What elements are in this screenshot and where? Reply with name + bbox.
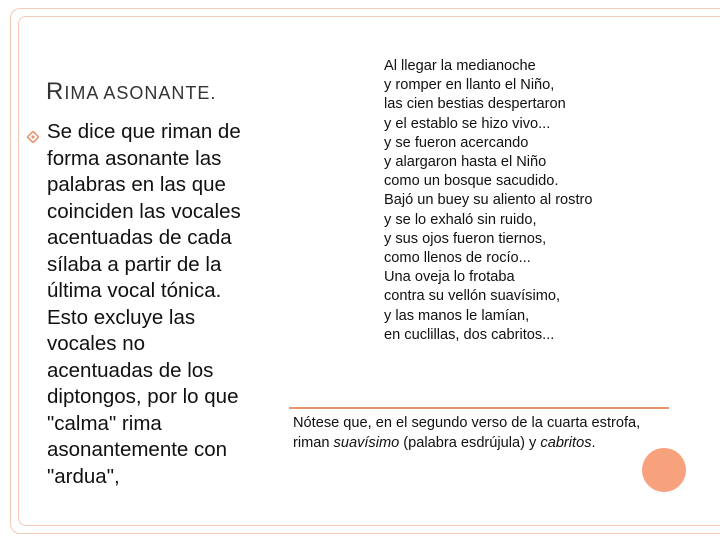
note-word-suavisimo: suavísimo xyxy=(333,434,400,451)
poem-line: las cien bestias despertaron xyxy=(384,96,566,113)
note-part3: . xyxy=(591,434,596,451)
decorative-orange-circle xyxy=(642,448,686,492)
poem-line: y alargaron hasta el Niño xyxy=(384,154,547,171)
poem-text xyxy=(384,57,593,345)
poem-line: como llenos de rocío... xyxy=(384,250,531,267)
poem-line: contra su vellón suavísimo, xyxy=(384,288,561,305)
poem-line: Bajó un buey su aliento al rostro xyxy=(384,192,593,209)
poem-line: y se fueron acercando xyxy=(384,134,529,151)
slide-title-rest: IMA ASONANTE. xyxy=(64,83,217,103)
note-text xyxy=(293,414,673,453)
definition-line: "calma" rima xyxy=(47,411,162,435)
poem-line: y las manos le lamían, xyxy=(384,307,530,324)
definition-line: palabras en las que xyxy=(47,173,226,196)
definition-bullet-text xyxy=(47,119,287,490)
definition-line: última vocal tónica. xyxy=(47,279,222,302)
slide-title-initial: R xyxy=(46,78,65,105)
slide-title xyxy=(46,78,216,106)
definition-line: Se dice que riman de xyxy=(47,120,241,143)
definition-line: acentuadas de cada xyxy=(47,226,232,249)
poem-line: y romper en llanto el Niño, xyxy=(384,77,555,94)
definition-line: "ardua", xyxy=(47,464,120,488)
poem-line: en cuclillas, dos cabritos... xyxy=(384,326,555,343)
definition-line: Esto excluye las xyxy=(47,305,196,329)
definition-line: vocales no xyxy=(47,332,146,355)
poem-line: y el establo se hizo vivo... xyxy=(384,115,551,132)
poem-line: Una oveja lo frotaba xyxy=(384,269,515,286)
poem-line: como un bosque sacudido. xyxy=(384,173,559,190)
definition-line: asonantemente con xyxy=(47,438,228,461)
definition-line: sílaba a partir de la xyxy=(47,252,222,276)
note-part1: Nótese que, en el segundo verso de la cuarta estrofa, riman xyxy=(293,415,641,451)
definition-line: acentuadas de los xyxy=(47,358,214,382)
definition-line: diptongos, por lo que xyxy=(47,385,239,408)
note-word-cabritos: cabritos xyxy=(540,434,592,451)
bullet-icon xyxy=(27,131,39,143)
poem-line: y sus ojos fueron tiernos, xyxy=(384,230,547,247)
poem-line: y se lo exhaló sin ruido, xyxy=(384,211,537,228)
definition-line: coinciden las vocales xyxy=(47,199,241,223)
poem-line: Al llegar la medianoche xyxy=(384,58,536,74)
definition-line: forma asonante las xyxy=(47,146,222,170)
note-part2: (palabra esdrújula) y xyxy=(399,434,541,451)
